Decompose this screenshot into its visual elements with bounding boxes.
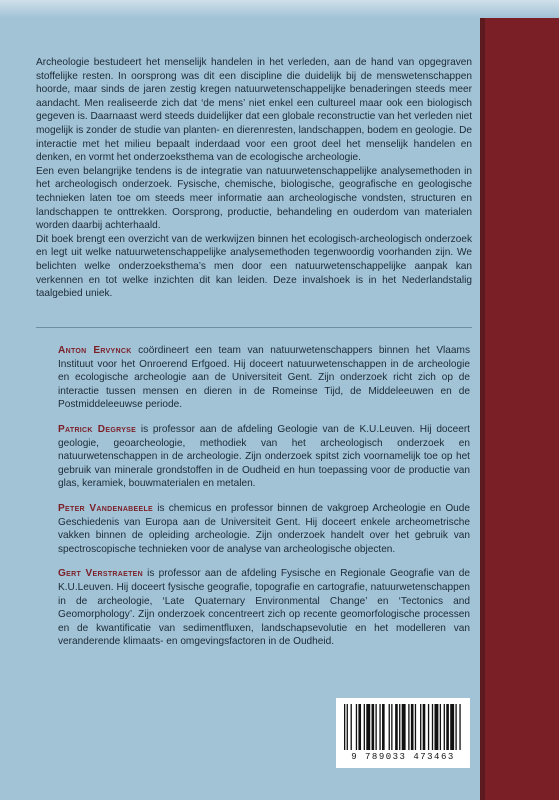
barcode-bar — [389, 704, 390, 750]
barcode-bar — [459, 704, 460, 750]
blurb — [36, 56, 472, 301]
barcode-bars — [344, 704, 462, 750]
author-bio-text: is chemicus en professor binnen de vakgroep Archeologie en Oude Geschiedenis van Europa aan de Universiteit Gent. Hij doceert enkele archeometrische vakken binnen de opleiding archeologie. Zijn onderzoek handelt over het gebruik van spectroscopische technieken voor de analyse van archeologische objecten. — [58, 502, 471, 555]
author-bio-vandenabeele — [58, 502, 470, 556]
barcode-bar — [364, 704, 365, 750]
barcode-bar — [344, 704, 345, 750]
author-name: Patrick Degryse — [58, 423, 137, 435]
barcode-bar — [372, 704, 375, 750]
barcode-bar — [408, 704, 409, 750]
book-spine — [485, 18, 559, 800]
barcode-bar — [415, 704, 416, 750]
barcode-bar — [395, 704, 398, 750]
barcode-bar — [351, 704, 352, 750]
author-bio-text: is professor aan de afdeling Geologie van de K.U.Leuven. Hij doceert geologie, geoarcheologie, methodiek van het archeologisch onderzoek en natuurwetenschappen in de archeologie. Zijn onderzoek spitst zich voornamelijk toe op het gebruik van minerale grondstoffen in de Oudheid en hun toepassing voor de productie van glas, keramiek, bouwmaterialen en metalen. — [58, 423, 470, 490]
cover-top-edge — [0, 0, 559, 18]
author-bio-verstraeten — [58, 567, 470, 649]
barcode-bar — [399, 704, 400, 750]
blurb-paragraph-1: Archeologie bestudeert het menselijk handelen in het verleden, aan de hand van opgegraven stoffelijke resten. In oorsprong was dit een discipline die duidelijk bij de menswetenschappen hoorde, maar sinds de jaren zestig kregen natuurwetenschappelijke benaderingen steeds meer aandacht. Men realiseerde zich dat ‘de mens’ niet enkel een cultureel maar ook een biologisch gegeven is. Daarnaast werd steeds duidelijker dat een globale reconstructie van het verleden niet mogelijk is zonder de studie van planten- en dierenresten, landschappen, bodem en geologie. De interactie met het milieu bepaalt inderdaad voor een groot deel het menselijk handelen en denken, en vormt het onderzoeksthema van de ecologische archeologie. — [36, 57, 472, 164]
author-bios — [58, 344, 470, 660]
barcode-bar — [455, 704, 456, 750]
author-bio-degryse — [58, 423, 470, 491]
author-bio-ervynck — [58, 344, 470, 412]
barcode-bar — [356, 704, 357, 750]
isbn-number: 9 789033 473463 — [351, 752, 455, 762]
author-bio-text: is professor aan de afdeling Fysische en Regionale Geografie van de K.U.Leuven. Hij doceert fysische geografie, topografie en cartografie, natuurwetenschappen in de archeologie, ‘Late Quaternary Environmental Change’ en ‘Tectonics and Geomorphology’. Zijn onderzoek concentreert zich op recente geomorfologische processen en de kwantificatie van sedimentfluxen, landschapsevolutie en het modelleren van veranderende klimaats- en omgevingsfactoren in de Oudheid. — [58, 568, 471, 648]
author-bio-text: coördineert een team van natuurwetenschappers binnen het Vlaams Instituut voor het Onroerend Erfgoed. Hij doceert natuurwetenschappen in de archeologie en ecologische archeologie aan de Universiteit Gent. Zijn onderzoek richt zich op de interactie tussen mensen en dieren in de Romeinse Tijd, de Middeleeuwen en de Postmiddeleeuwse periode. — [58, 345, 470, 411]
barcode-bar — [347, 704, 348, 750]
barcode-bar — [366, 704, 370, 750]
section-divider — [36, 327, 472, 328]
barcode-bar — [411, 704, 414, 750]
barcode-bar — [432, 704, 433, 750]
barcode-bar — [434, 704, 438, 750]
barcode-bar — [428, 704, 429, 750]
barcode-bar — [358, 704, 361, 750]
blurb-paragraph-2: Een even belangrijke tendens is de integratie van natuurwetenschappelijke analysemethoden in het archeologisch onderzoek. Fysische, chemische, biologische, geografische en geologische technieken laten toe om steeds meer informatie aan archeologische vondsten, structuren en landschappen te onttrekken. Oorsprong, productie, behandeling en ouderdom van materialen worden daarbij achterhaald. — [36, 165, 472, 232]
barcode-bar — [382, 704, 385, 750]
barcode-bar — [420, 704, 421, 750]
barcode-bar — [450, 704, 454, 750]
barcode-bar — [391, 704, 392, 750]
barcode-bar — [446, 704, 449, 750]
barcode-bar — [440, 704, 441, 750]
barcode-bar — [423, 704, 426, 750]
author-name: Gert Verstraeten — [58, 568, 144, 580]
barcode-bar — [375, 704, 376, 750]
barcode-bar — [402, 704, 406, 750]
barcode-bar — [444, 704, 445, 750]
barcode-bar — [379, 704, 380, 750]
isbn-barcode — [336, 698, 470, 768]
blurb-paragraph-3: Dit boek brengt een overzicht van de werkwijzen binnen het ecologisch-archeologisch onderzoek en legt uit welke natuurwetenschappelijke analysemethoden tegenwoordig voorhanden zijn. We belichten welke onderzoeksthema’s men door een natuurwetenschappelijke aanpak kan verkennen en tot welke inzichten dit kan leiden. Deze invalshoek is in het Nederlandstalig taalgebied uniek. — [36, 233, 472, 300]
author-name: Peter Vandenabeele — [58, 502, 154, 514]
author-name: Anton Ervynck — [58, 345, 132, 356]
